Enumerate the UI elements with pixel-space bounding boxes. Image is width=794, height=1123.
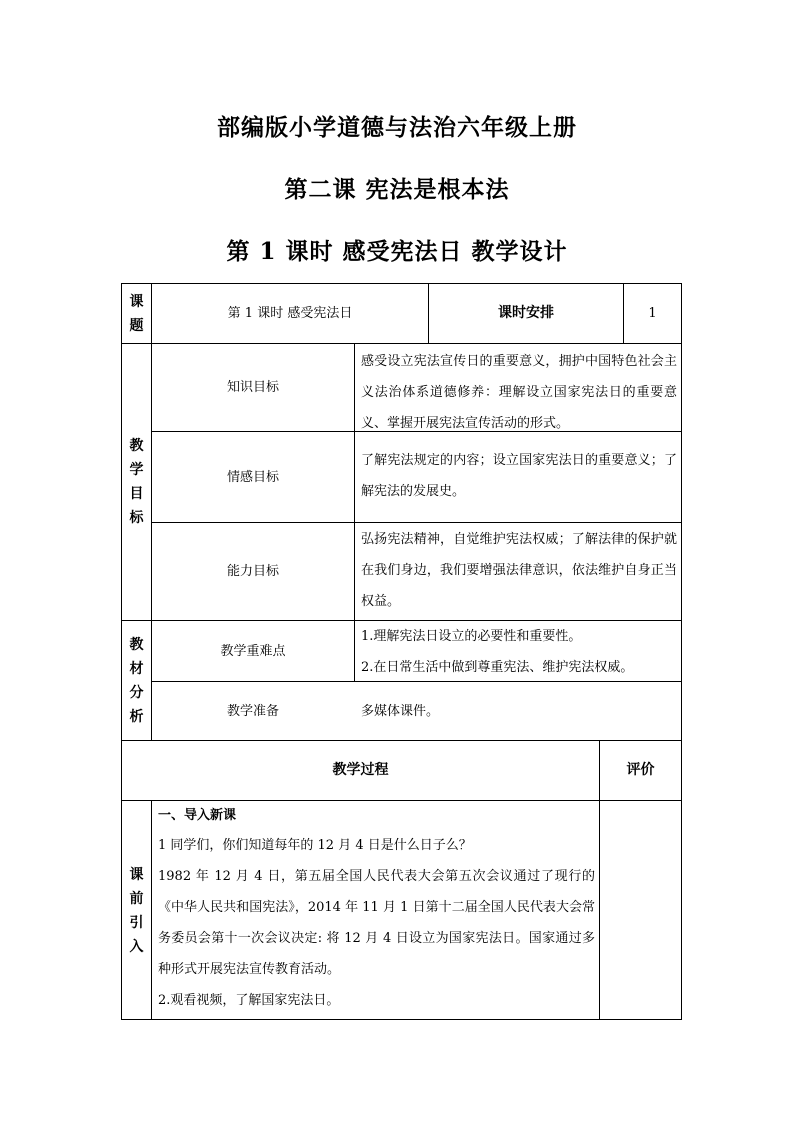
intro-section-title: 一、导入新课 — [158, 808, 237, 823]
goal-content-emotion: 了解宪法规定的内容；设立国家宪法日的重要意义；了解宪法的发展史。 — [361, 453, 677, 499]
goal-name-emotion: 情感目标 — [226, 469, 279, 485]
goal-name-ability: 能力目标 — [226, 564, 279, 579]
intro-label: 课前引入 — [129, 866, 144, 955]
prep-value: 多媒体课件。 — [361, 703, 440, 719]
intro-paragraph: 1982 年 12 月 4 日，第五届全国人民代表大会第五次会议通过了现行的《中华人民共和国宪法》，2014 年 11 月 1 日第十二届全国人民代表大会常务委员会第十一次会议决定: 将 12 月 4 日设立为国家宪法日。国家通过多种形式开展宪法宣传教育活动。 — [158, 869, 595, 977]
schedule-label: 课时安排 — [498, 305, 554, 321]
lesson-plan-table — [121, 283, 682, 1020]
lesson-title: 第二课 宪法是根本法 — [284, 176, 510, 203]
intro-content — [152, 802, 599, 1020]
goal-content-ability: 弘扬宪法精神，自觉维护宪法权威；了解法律的保护就在我们身边，我们要增强法律意识，依法维护自身正当权益。 — [361, 532, 677, 609]
session-title: 第 1 课时 感受宪法日 教学设计 — [226, 238, 568, 265]
intro-evaluation — [600, 801, 681, 1020]
prep-label: 教学准备 — [226, 703, 279, 719]
goals-label: 教学目标 — [129, 438, 144, 526]
schedule-value: 1 — [648, 306, 657, 321]
intro-paragraph: 1 同学们，你们知道每年的 12 月 4 日是什么日子么？ — [158, 838, 472, 853]
document-title: 部编版小学道德与法治六年级上册 — [217, 114, 577, 141]
process-header: 教学过程 — [332, 762, 389, 778]
topic-label: 课题 — [129, 293, 144, 334]
evaluation-header: 评价 — [626, 762, 655, 778]
goal-content-knowledge: 感受设立宪法宣传日的重要意义，拥护中国特色社会主义法治体系道德修养：理解设立国家宪法日的重要意义、掌握开展宪法宣传活动的形式。 — [361, 354, 677, 431]
analysis-label: 教材分析 — [129, 636, 144, 725]
goal-name-knowledge: 知识目标 — [226, 380, 279, 395]
intro-paragraph: 2.观看视频，了解国家宪法日。 — [158, 993, 340, 1008]
topic-value: 第 1 课时 感受宪法日 — [227, 306, 353, 321]
key-points-label: 教学重难点 — [220, 643, 286, 659]
key-points-content: 1.理解宪法日设立的必要性和重要性。 2.在日常生活中做到尊重宪法、维护宪法权威。 — [361, 629, 634, 675]
